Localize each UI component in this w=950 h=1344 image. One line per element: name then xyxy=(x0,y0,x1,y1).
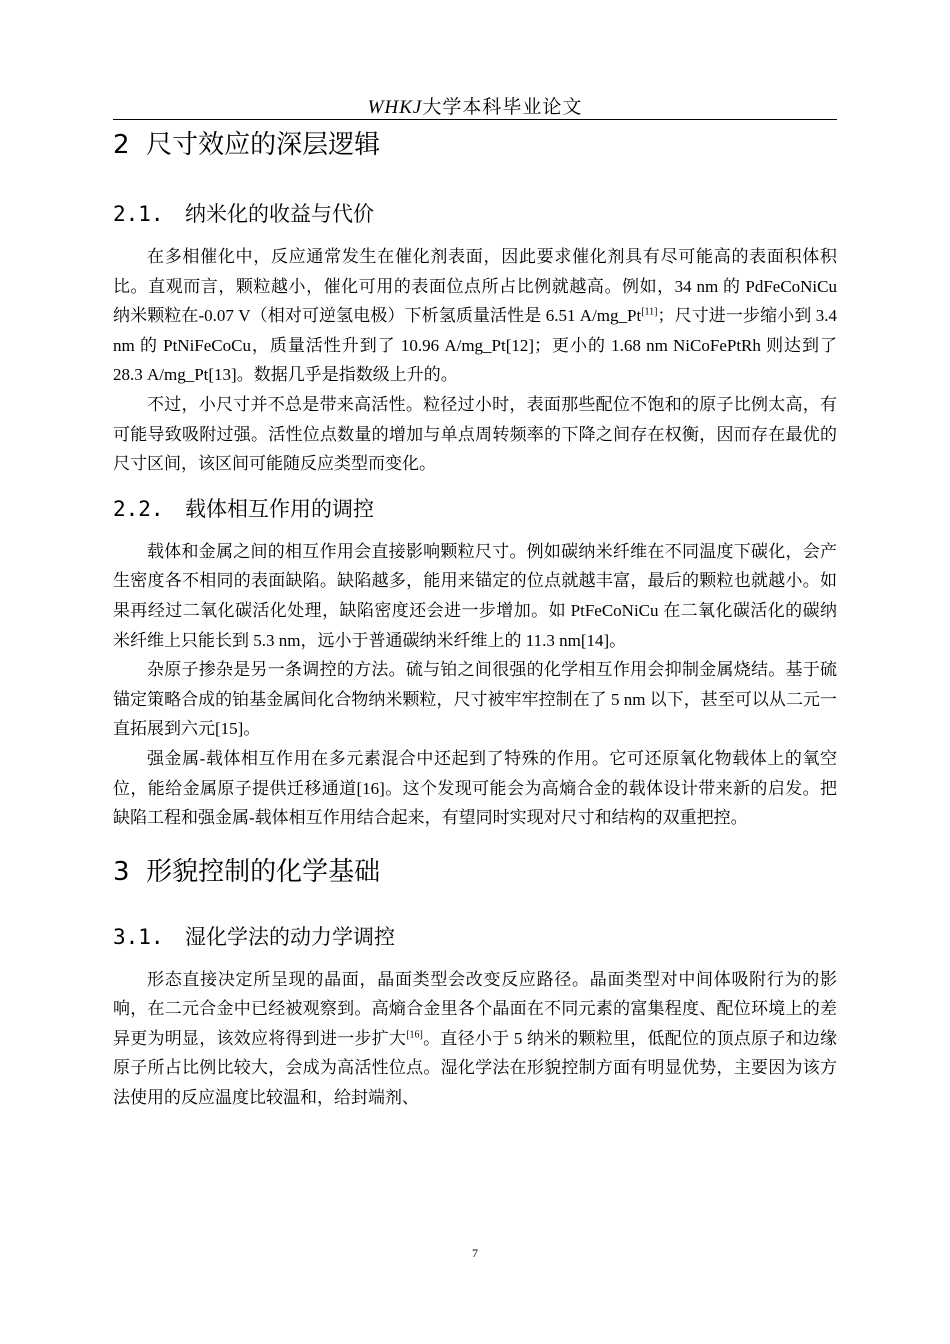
paragraph-text: 不过，小尺寸并不总是带来高活性。粒径过小时，表面那些配位不饱和的原子比例太高，有可能导致吸附过强。活性位点数量的增加与单点周转频率的下降之间存在权衡，因而存在最优的尺寸区间，该区间可能随反应类型而变化。 xyxy=(113,394,837,474)
paragraph xyxy=(113,655,837,744)
paragraph-text: 在多相催化中，反应通常发生在催化剂表面，因此要求催化剂具有尽可能高的表面积体积比。直观而言，颗粒越小，催化可用的表面位点所占比例就越高。例如，34 nm 的 PdFeCoNiCu 纳米颗粒在-0.07 V（相对可逆氢电极）下析氢质量活性是 6.51 A/mg_Pt xyxy=(113,247,837,326)
subsection-title: 湿化学法的动力学调控 xyxy=(185,924,395,949)
subsection-heading xyxy=(113,190,837,242)
paragraph xyxy=(113,744,837,833)
citation: [11] xyxy=(641,306,658,318)
paragraph-text: 形态直接决定所呈现的晶面，晶面类型会改变反应路径。晶面类型对中间体吸附行为的影响，在二元合金中已经被观察到。高熵合金里各个晶面在不同元素的富集程度、配位环境上的差异更为明显，该效应将得到进一步扩大 xyxy=(113,969,837,1048)
paragraph-text: 强金属-载体相互作用在多元素混合中还起到了特殊的作用。它可还原氧化物载体上的氧空位，能给金属原子提供迁移通道[16]。这个发现可能会为高熵合金的载体设计带来新的启发。把缺陷工程和强金属-载体相互作用结合起来，有望同时实现对尺寸和结构的双重把控。 xyxy=(113,748,837,828)
subsection-heading xyxy=(113,485,837,537)
body-content xyxy=(113,126,837,1113)
subsection-heading xyxy=(113,913,837,965)
section-heading xyxy=(113,126,837,178)
subsection-number: 2.1. xyxy=(113,202,164,226)
section-title: 尺寸效应的深层逻辑 xyxy=(146,130,381,160)
section-number: 3 xyxy=(113,856,130,887)
paragraph xyxy=(113,537,837,655)
paragraph-text: 杂原子掺杂是另一条调控的方法。硫与铂之间很强的化学相互作用会抑制金属烧结。基于硫锚定策略合成的铂基金属间化合物纳米颗粒，尺寸被牢牢控制在了 5 nm 以下，甚至可以从二元一直拓展到六元[15]。 xyxy=(113,660,837,739)
header-rule xyxy=(113,119,837,120)
header-thesis-label: 大学本科毕业论文 xyxy=(422,97,583,118)
header-university-code: WHKJ xyxy=(367,97,423,118)
citation: [16] xyxy=(406,1029,423,1041)
subsection-title: 纳米化的收益与代价 xyxy=(185,202,374,226)
paragraph xyxy=(113,242,837,390)
subsection-number: 2.2. xyxy=(113,496,164,521)
section-heading xyxy=(113,847,837,905)
paragraph xyxy=(113,390,837,479)
running-header xyxy=(113,92,837,119)
subsection-number: 3.1. xyxy=(113,924,164,949)
paragraph-text: 载体和金属之间的相互作用会直接影响颗粒尺寸。例如碳纳米纤维在不同温度下碳化，会产生密度各不相同的表面缺陷。缺陷越多，能用来锚定的位点就越丰富，最后的颗粒也就越小。如果再经过二氧化碳活化处理，缺陷密度还会进一步增加。如 PtFeCoNiCu 在二氧化碳活化的碳纳米纤维上只能长到 5.3 nm，远小于普通碳纳米纤维上的 11.3 nm[14]。 xyxy=(113,541,837,650)
section-title: 形貌控制的化学基础 xyxy=(146,856,381,887)
paragraph xyxy=(113,965,837,1113)
paragraph-text: ；尺寸进一步缩小到 3.4 nm 的 PtNiFeCoCu，质量活性升到了 10.96 A/mg_Pt[12]；更小的 1.68 nm NiCoFePtRh 则达到了 28.3 A/mg_Pt[13]。数据几乎是指数级上升的。 xyxy=(113,306,838,385)
page-number: 7 xyxy=(472,1246,478,1260)
paragraph-text: 。直径小于 5 纳米的颗粒里，低配位的顶点原子和边缘原子所占比例比较大，会成为高活性位点。湿化学法在形貌控制方面有明显优势，主要因为该方法使用的反应温度比较温和，给封端剂、 xyxy=(113,1028,838,1108)
section-number: 2 xyxy=(113,130,130,160)
subsection-title: 载体相互作用的调控 xyxy=(185,496,374,521)
